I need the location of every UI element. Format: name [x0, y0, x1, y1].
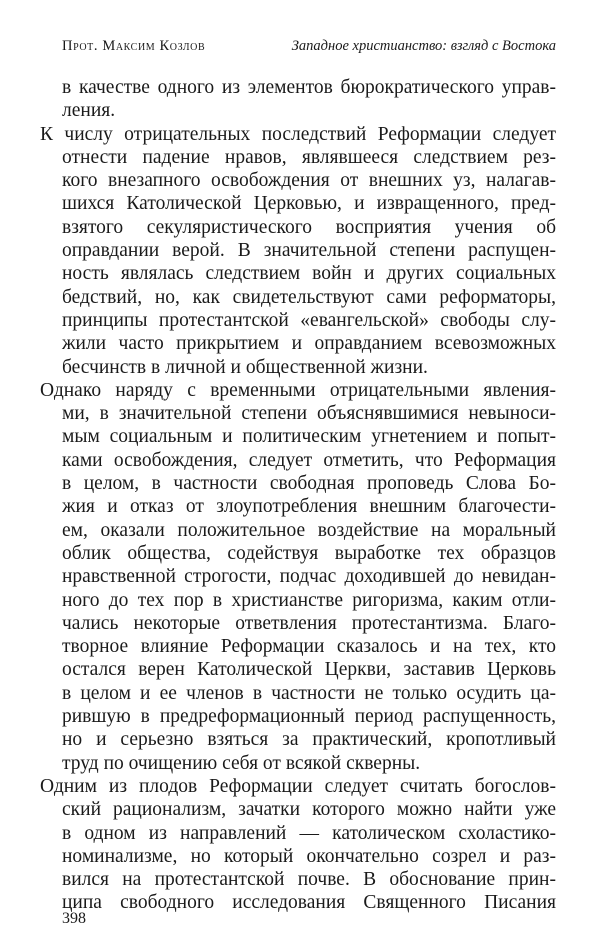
- text-line: нравственной строгости, подчас доходившей до невидан-: [62, 566, 556, 588]
- text-line: ления.: [62, 100, 116, 122]
- text-line: остался верен Католической Церкви, заставив Церковь: [62, 659, 556, 681]
- text-line: шихся Католической Церковью, и извращенного, пред-: [62, 193, 556, 215]
- text-line: номинализме, но который окончательно созрел и раз-: [62, 845, 556, 867]
- text-line: жия и отказ от злоупотребления внешним благочести-: [62, 496, 556, 518]
- text-line: ем, оказали положительное воздействие на моральный: [62, 519, 556, 541]
- text-line: взятого секуляристического восприятия учения об: [62, 216, 556, 238]
- page-body-text: [40, 76, 556, 915]
- text-line: труд по очищению себя от всякой скверны.: [62, 752, 421, 774]
- text-line: кого внезапного освобождения от внешних уз, налагав-: [62, 170, 556, 192]
- text-line: бесчинств в личной и общественной жизни.: [62, 356, 428, 378]
- text-line: жили часто прикрытием и оправданием всевозможных: [62, 333, 556, 355]
- text-line: в целом и ее членов в частности не только осудить ца-: [62, 682, 556, 704]
- text-line: творное влияние Реформации сказалось и на тех, кто: [62, 636, 556, 658]
- paragraph: [40, 775, 556, 915]
- text-line: Однако наряду с временными отрицательными явления-: [40, 379, 556, 401]
- text-line: в качестве одного из элементов бюрократического управ-: [62, 77, 556, 98]
- text-line: ципа свободного исследования Священного Писания: [62, 892, 556, 914]
- text-line: мым социальным и политическим угнетением и попыт-: [62, 426, 556, 448]
- text-line: принципы протестантской «евангельской» свободы слу-: [62, 309, 556, 331]
- text-line: ность являлась следствием войн и других социальных: [62, 263, 556, 285]
- text-line: ский рационализм, зачатки которого можно найти уже: [62, 799, 556, 821]
- page-number: 398: [62, 910, 86, 927]
- text-line: вился на протестантской почве. В обоснование прин-: [62, 869, 556, 891]
- text-line: но и серьезно взяться за практический, кропотливый: [62, 729, 556, 751]
- text-line: ми, в значительной степени объяснявшимися невыноси-: [62, 403, 556, 425]
- text-line: в одном из направлений — католическом схоластико-: [62, 822, 556, 844]
- header-author: Прот. Максим Козлов: [62, 38, 206, 54]
- text-line: Одним из плодов Реформации следует считать богослов-: [40, 775, 556, 797]
- paragraph: [40, 379, 556, 775]
- text-line: чались некоторые ответвления протестантизма. Благо-: [62, 612, 556, 634]
- text-line: ного до тех пор в христианстве ригоризма, каким отли-: [62, 589, 556, 611]
- text-line: бедствий, но, как свидетельствуют сами реформаторы,: [62, 286, 556, 308]
- text-line: отнести падение нравов, являвшееся следствием рез-: [62, 146, 556, 168]
- text-line: облик общества, содействуя выработке тех образцов: [62, 542, 556, 564]
- text-line: оправдании верой. В значительной степени распущен-: [62, 240, 556, 262]
- running-header: [62, 38, 556, 55]
- paragraph: [40, 123, 556, 379]
- text-line: в целом, в частности свободная проповедь Слова Бо-: [62, 473, 556, 495]
- text-line: рившую в предреформационный период распущенность,: [62, 706, 556, 728]
- text-line: К числу отрицательных последствий Реформации следует: [40, 123, 556, 145]
- text-line: ками освобождения, следует отметить, что Реформация: [62, 449, 556, 471]
- header-book-title: Западное христианство: взгляд с Востока: [291, 38, 556, 54]
- paragraph: [40, 76, 556, 123]
